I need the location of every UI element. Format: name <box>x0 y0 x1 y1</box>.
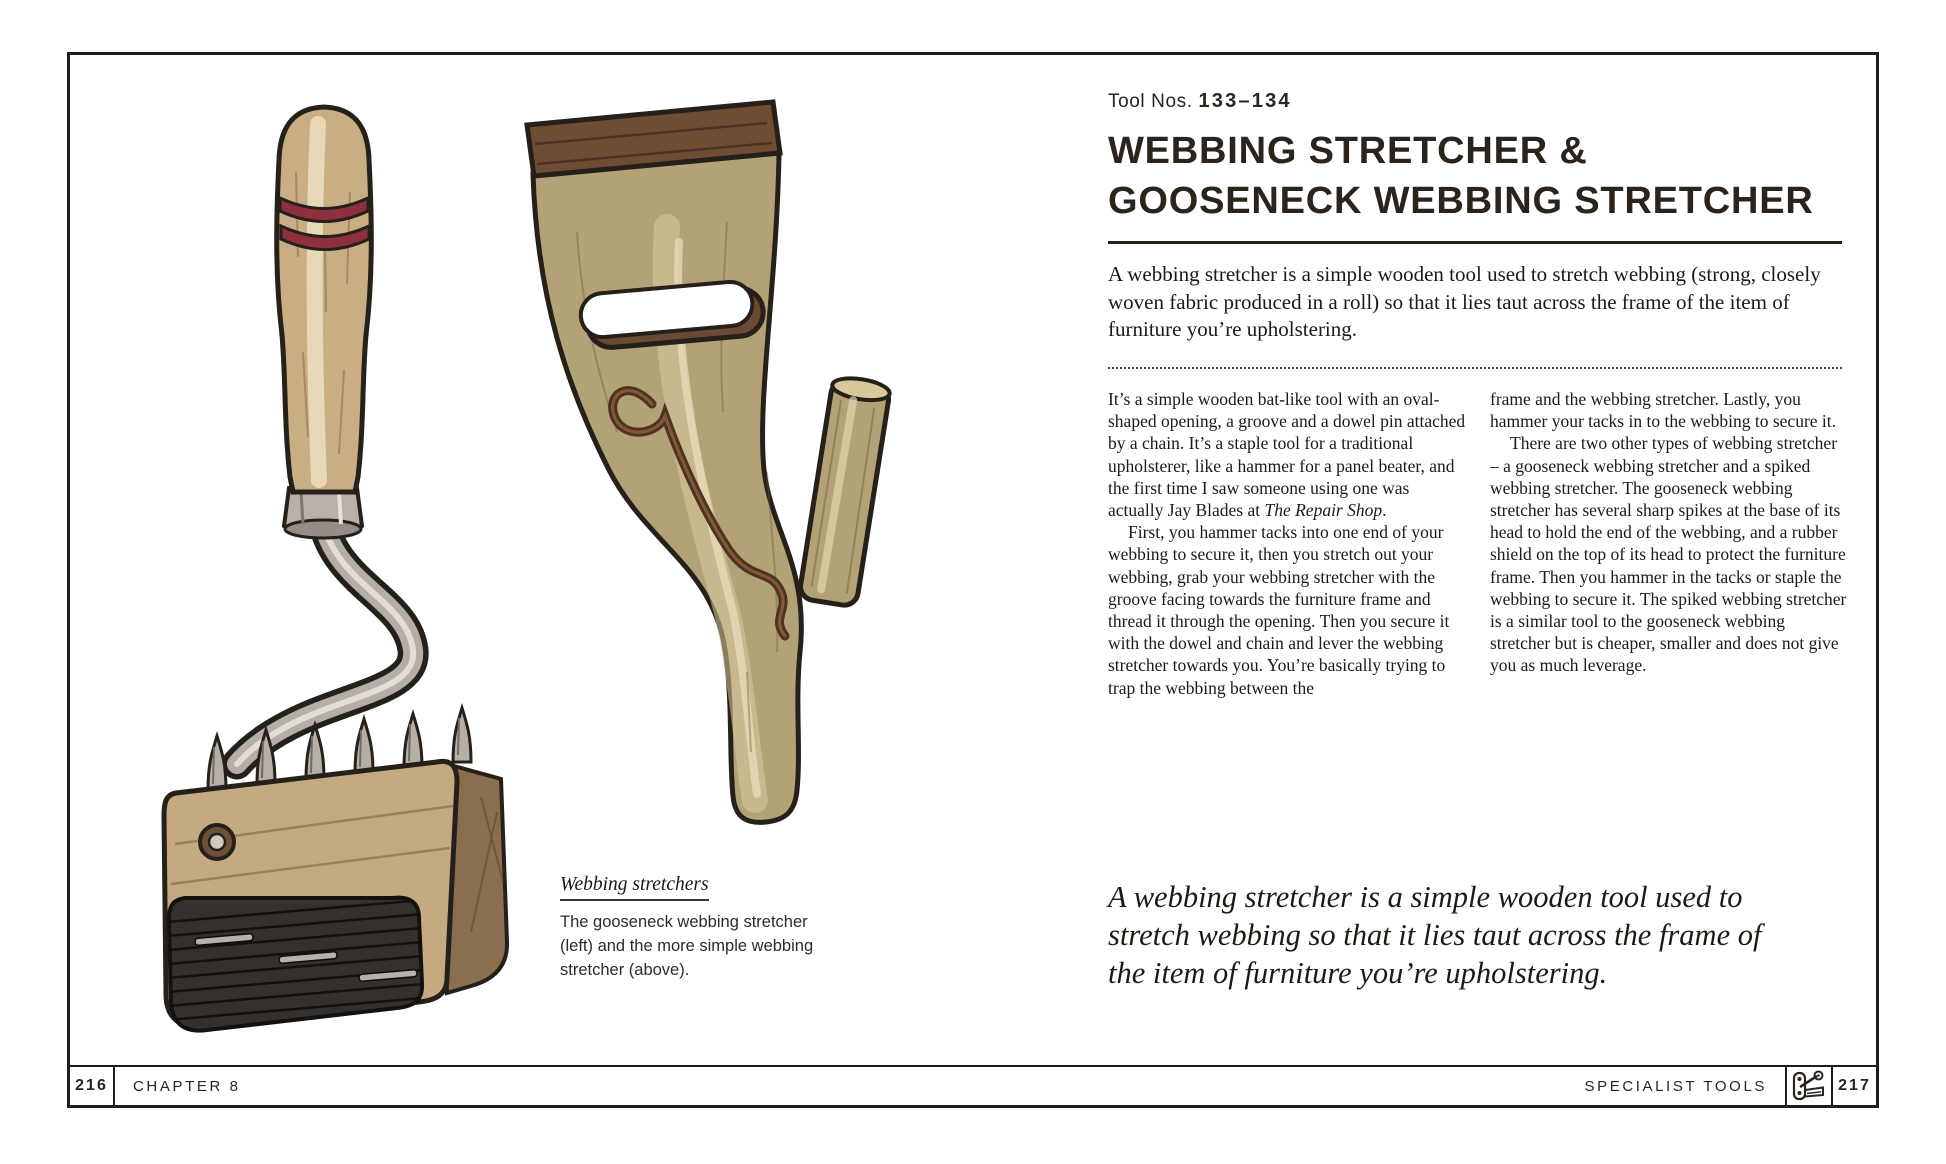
page-number-right: 217 <box>1831 1067 1876 1105</box>
body-column-1 <box>1108 388 1466 699</box>
body-column-2 <box>1490 388 1848 699</box>
gooseneck-stretcher-drawing <box>164 107 507 1031</box>
column1-paragraph1-end: . <box>1382 500 1387 521</box>
page-title-line2: GOOSENECK WEBBING STRETCHER <box>1108 180 1814 222</box>
intro-paragraph: A webbing stretcher is a simple wooden tool used to stretch webbing (strong, closely woven fabric produced in a roll) so that it lies taut across the frame of the item of furniture you’re upholstering. <box>1108 262 1821 341</box>
footer-left <box>70 1067 259 1105</box>
page-number-left: 216 <box>70 1067 115 1105</box>
column1-paragraph1 <box>1108 388 1466 521</box>
caption-body: The gooseneck webbing stretcher (left) and the more simple webbing stretcher (above). <box>560 913 814 979</box>
page-title-line1: WEBBING STRETCHER & <box>1108 130 1588 172</box>
tool-numbers-value: 133–134 <box>1198 90 1292 112</box>
tool-numbers-label: Tool Nos. <box>1108 91 1199 112</box>
footer-band <box>70 1065 1876 1105</box>
title-rule <box>1108 241 1842 244</box>
footer-right <box>1567 1067 1877 1105</box>
column1-paragraph2: First, you hammer tacks into one end of your webbing to secure it, then you stretch out your webbing, grab your webbing stretcher with the groove facing towards the furniture frame and thread it through the opening. Then you secure it with the dowel and chain and lever the webbing stretcher towards you. You’re basically trying to trap the webbing between the <box>1108 522 1450 698</box>
column1-paragraph1-text: It’s a simple wooden bat-like tool with an oval-shaped opening, a groove and a dowel pin attached by a chain. It’s a staple tool for a traditional upholsterer, like a hammer for a panel beater, and the first time I saw someone using one was actually Jay Blades at <box>1108 389 1466 521</box>
section-label: SPECIALIST TOOLS <box>1584 1077 1767 1095</box>
dotted-divider <box>1108 367 1842 369</box>
webbing-stretcher-drawing <box>527 102 891 822</box>
illustration-caption <box>560 874 822 982</box>
body-columns <box>1108 388 1848 699</box>
chapter-label: CHAPTER 8 <box>133 1077 241 1095</box>
column2-paragraph1: frame and the webbing stretcher. Lastly, you hammer your tacks in to the webbing to secure it. <box>1490 389 1837 432</box>
page-title <box>1108 126 1868 226</box>
caption-title: Webbing stretchers <box>560 874 709 901</box>
folding-tool-icon <box>1785 1067 1831 1105</box>
column1-paragraph1-italic: The Repair Shop <box>1264 500 1383 521</box>
column2-paragraph2: There are two other types of webbing stretcher – a gooseneck webbing stretcher and a spiked webbing stretcher. The gooseneck webbing stretcher has several sharp spikes at the base of its head to hold the end of the webbing, and a rubber shield on the top of its head to protect the furniture frame. Then you hammer in the tacks or staple the webbing to secure it. The spiked webbing stretcher is a similar tool to the gooseneck webbing stretcher but is cheaper, smaller and does not give you as much leverage. <box>1490 433 1847 676</box>
tool-numbers-line <box>1108 90 1292 113</box>
pull-quote: A webbing stretcher is a simple wooden tool used to stretch webbing so that it lies taut across the frame of the item of furniture you’re upholstering. <box>1108 880 1762 990</box>
